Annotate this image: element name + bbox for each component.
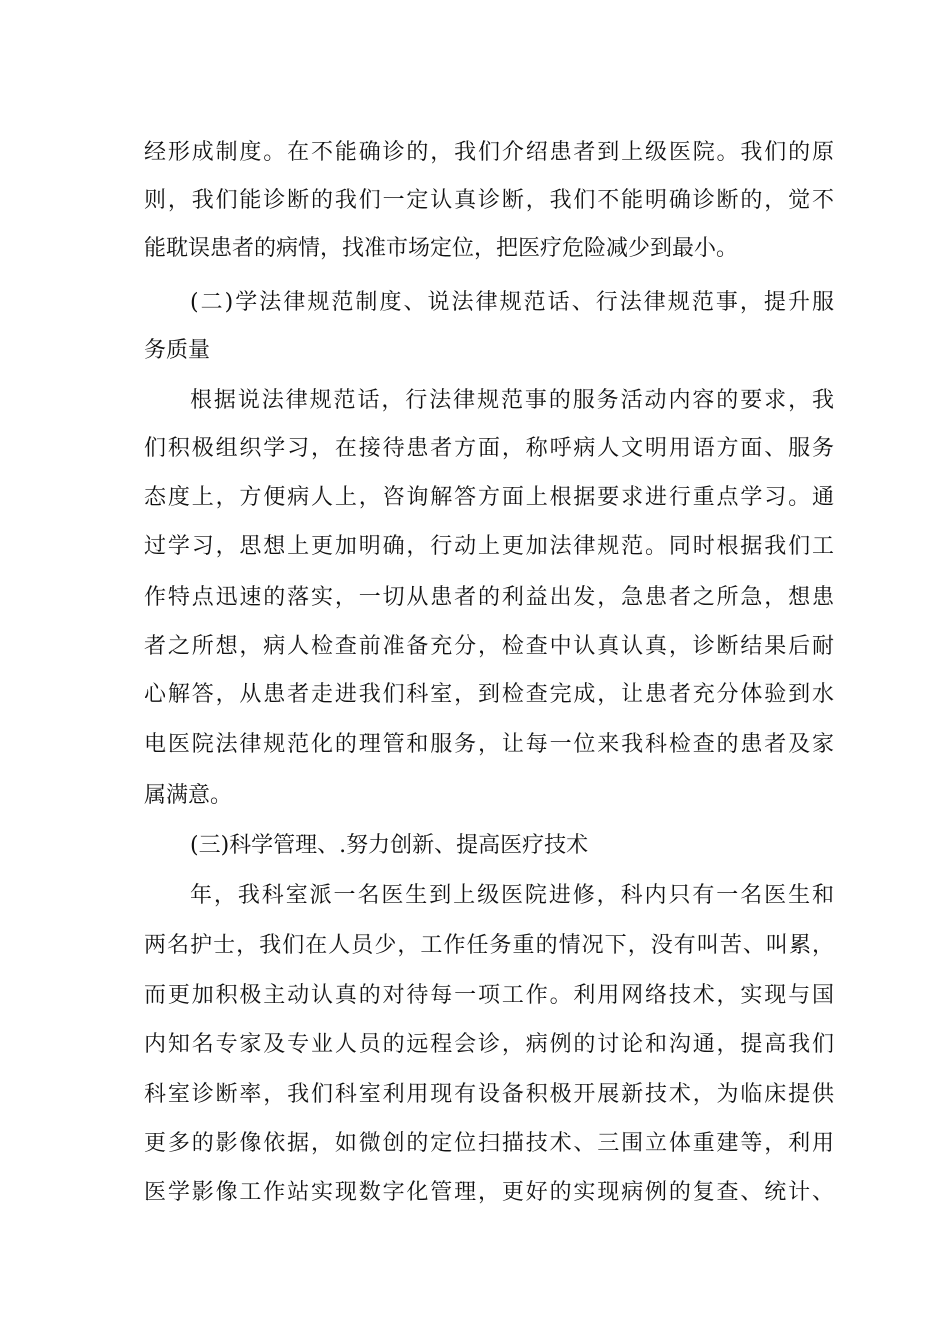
text-line: 心解答，从患者走进我们科室，到检查完成，让患者充分体验到水 <box>144 682 834 707</box>
text-line: 则，我们能诊断的我们一定认真诊断，我们不能明确诊断的，觉不 <box>144 188 834 213</box>
section-heading: (二)学法律规范制度、说法律规范话、行法律规范事，提升服 <box>190 290 834 315</box>
text-line: 者之所想，病人检查前准备充分，检查中认真认真，诊断结果后耐 <box>144 634 834 659</box>
text-line: 能耽误患者的病情，找准市场定位，把医疗危险减少到最小。 <box>144 236 739 261</box>
text-line: 医学影像工作站实现数字化管理，更好的实现病例的复查、统计、 <box>144 1180 834 1205</box>
paragraph-first-line: 根据说法律规范话，行法律规范事的服务活动内容的要求，我 <box>190 388 834 413</box>
text-line: 经形成制度。在不能确诊的，我们介绍患者到上级医院。我们的原 <box>144 140 834 165</box>
text-line: 而更加积极主动认真的对待每一项工作。利用网络技术，实现与国 <box>144 983 834 1008</box>
text-line: 更多的影像依据，如微创的定位扫描技术、三围立体重建等，利用 <box>144 1131 834 1156</box>
text-line: 内知名专家及专业人员的远程会诊，病例的讨论和沟通，提高我们 <box>144 1032 834 1057</box>
text-line: 电医院法律规范化的理管和服务，让每一位来我科检查的患者及家 <box>144 732 834 757</box>
text-line: 属满意。 <box>144 783 233 808</box>
text-line: 过学习，思想上更加明确，行动上更加法律规范。同时根据我们工 <box>144 534 834 559</box>
section-heading-continuation: 务质量 <box>144 338 211 363</box>
text-line: 两名护士，我们在人员少，工作任务重的情况下，没有叫苦、叫累， <box>144 933 834 958</box>
text-line: 科室诊断率，我们科室利用现有设备积极开展新技术，为临床提供 <box>144 1082 834 1107</box>
paragraph-first-line: 年，我科室派一名医生到上级医院进修，科内只有一名医生和 <box>190 883 834 908</box>
section-heading: (三)科学管理、.努力创新、提高医疗技术 <box>190 833 589 858</box>
text-line: 作特点迅速的落实，一切从患者的利益出发，急患者之所急，想患 <box>144 585 834 610</box>
text-line: 们积极组织学习，在接待患者方面，称呼病人文明用语方面、服务 <box>144 436 834 461</box>
text-line: 态度上，方便病人上，咨询解答方面上根据要求进行重点学习。通 <box>144 485 834 510</box>
